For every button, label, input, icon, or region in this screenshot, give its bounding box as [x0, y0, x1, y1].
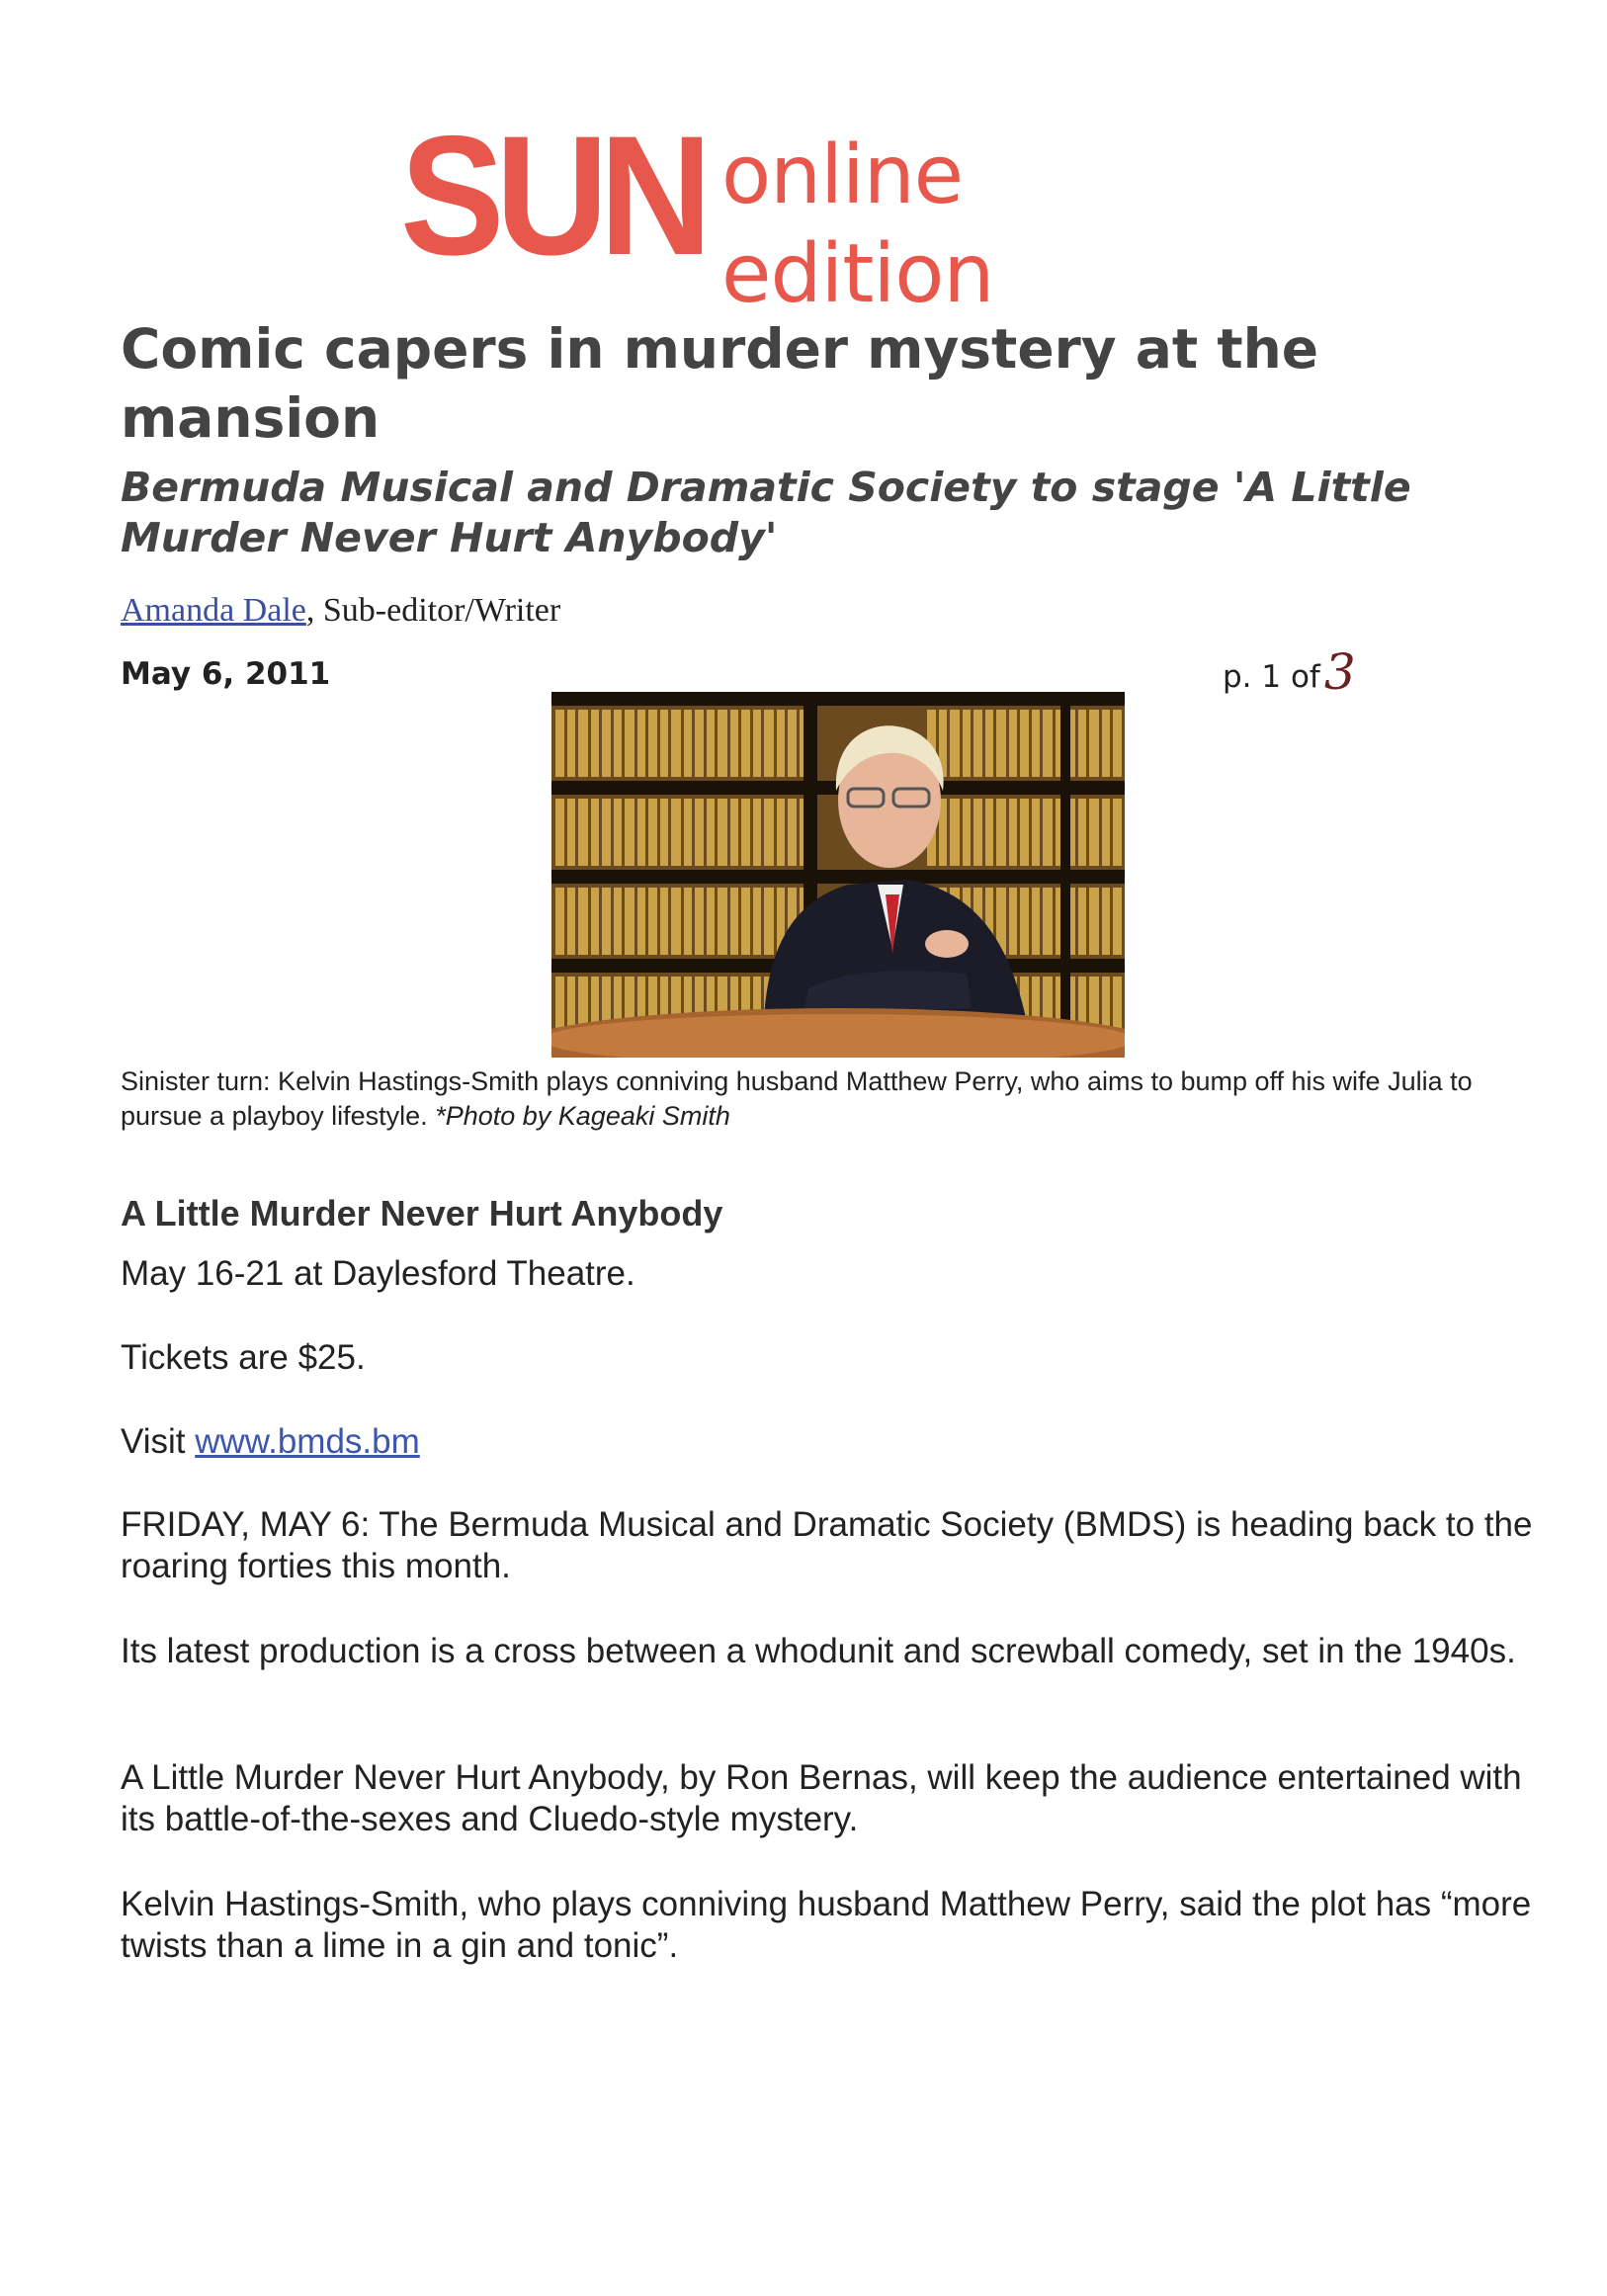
- photo-caption-text: Sinister turn: Kelvin Hastings-Smith plays conniving husband Matthew Perry, who aims to bump off his wife Julia to pursue a playboy lifestyle.: [121, 1066, 1473, 1131]
- visit-prefix: Visit: [121, 1422, 196, 1461]
- masthead-brand: SUN: [400, 101, 704, 291]
- article-paragraph: A Little Murder Never Hurt Anybody, by Ron Bernas, will keep the audience entertained with its battle-of-the-sexes and Cluedo-style mystery.: [121, 1758, 1522, 1838]
- masthead-edition: online edition: [721, 128, 994, 321]
- page-total-handwritten: 3: [1323, 643, 1356, 701]
- info-box-visit: [121, 1421, 1544, 1463]
- info-box-title: A Little Murder Never Hurt Anybody: [121, 1193, 723, 1233]
- article-photo: [551, 692, 1125, 1058]
- article-paragraph: Kelvin Hastings-Smith, who plays conniving husband Matthew Perry, said the plot has “more twists than a lime in a gin and tonic”.: [121, 1885, 1532, 1965]
- page-number: [1223, 643, 1356, 701]
- info-box-dates: May 16-21 at Daylesford Theatre.: [121, 1254, 635, 1293]
- article-date: May 6, 2011: [121, 656, 331, 692]
- article-paragraph: FRIDAY, MAY 6: The Bermuda Musical and Dramatic Society (BMDS) is heading back to the roaring forties this month.: [121, 1505, 1533, 1585]
- photo-illustration: [551, 692, 1125, 1058]
- author-role: , Sub-editor/Writer: [305, 592, 561, 629]
- author-link[interactable]: Amanda Dale: [121, 592, 306, 629]
- article-subheadline: Bermuda Musical and Dramatic Society to stage 'A Little Murder Never Hurt Anybody': [121, 464, 1411, 561]
- article-headline: Comic capers in murder mystery at the mansion: [121, 317, 1319, 450]
- byline: [121, 589, 560, 633]
- masthead-logo: [400, 101, 1250, 321]
- info-box-tickets: Tickets are $25.: [121, 1338, 366, 1377]
- photo-caption: [121, 1064, 1524, 1134]
- article-paragraph: Its latest production is a cross between a whodunit and screwball comedy, set in the 1940s.: [121, 1632, 1516, 1670]
- bmds-website-link[interactable]: www.bmds.bm: [195, 1422, 420, 1461]
- photo-credit: *Photo by Kageaki Smith: [435, 1101, 730, 1131]
- page-number-label: p. 1 of: [1223, 659, 1320, 695]
